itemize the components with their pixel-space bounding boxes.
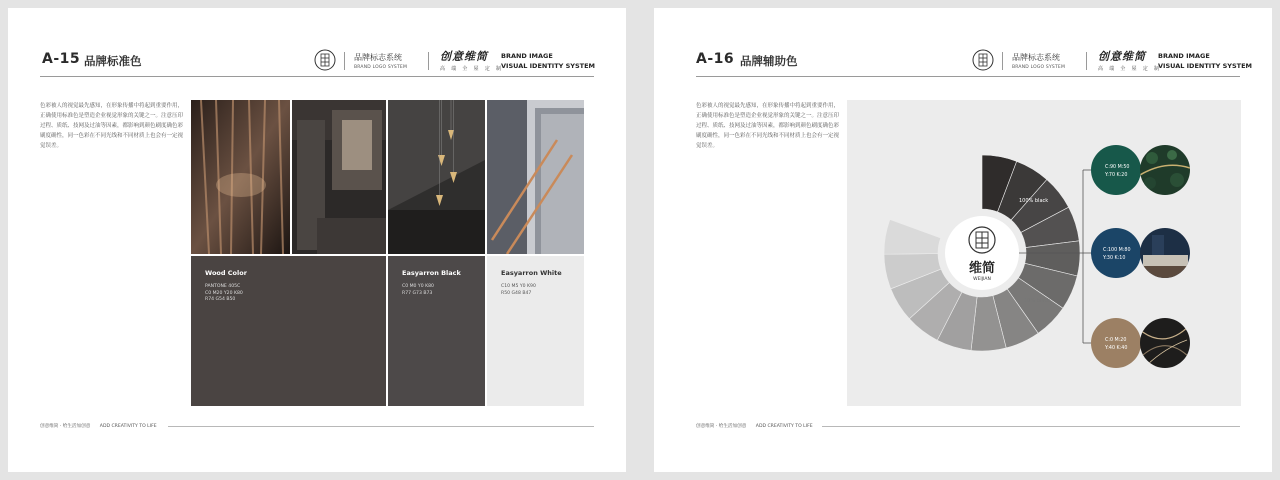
footer-en: ADD CREATIVITY TO LIFE xyxy=(755,424,813,429)
system-cn: 品牌标志系统 xyxy=(1012,53,1060,62)
system-cn: 品牌标志系统 xyxy=(354,53,402,62)
photo-grey-door-handle xyxy=(487,100,584,254)
footer-rule xyxy=(168,426,594,427)
swatch-value: C10 M5 Y0 K90 xyxy=(501,284,536,289)
header-separator xyxy=(344,52,345,70)
brand-system-label xyxy=(354,52,407,70)
color-value: Y:70 K:20 xyxy=(1105,172,1128,178)
color-value: Y:40 K:40 xyxy=(1105,345,1128,351)
swatch-value: C0 M0 Y0 K80 xyxy=(402,284,434,289)
page-title: 品牌辅助色 xyxy=(740,54,798,68)
swatch-name: Easyarron Black xyxy=(402,269,461,277)
brand-seal-logo-icon xyxy=(972,49,994,71)
page-a16 xyxy=(654,8,1272,472)
wordmark-text: 创意维简 xyxy=(440,50,488,63)
footer-en: ADD CREATIVITY TO LIFE xyxy=(99,424,157,429)
brand-image-label xyxy=(1158,52,1252,71)
header-separator xyxy=(428,52,429,70)
swatch-values xyxy=(205,284,243,304)
wordmark-text: 创意维简 xyxy=(1098,50,1146,63)
brand-wordmark xyxy=(1098,48,1161,72)
swatch-wood-color xyxy=(191,256,386,406)
swatch-values xyxy=(501,284,536,297)
header-rule xyxy=(40,76,594,77)
photo-dark-interior xyxy=(292,100,386,254)
brand-system-label xyxy=(1012,52,1065,70)
grayscale-wheel xyxy=(847,100,1241,406)
header-separator xyxy=(1002,52,1003,70)
footer-cn: 创意维简 · 给生活加创意 xyxy=(40,424,91,429)
wordmark-subtitle: 高 端 全 屋 定 制 xyxy=(440,66,504,72)
swatch-value: R74 G54 B50 xyxy=(205,297,236,302)
brand-line-1: BRAND IMAGE xyxy=(1158,52,1210,60)
wordmark-subtitle: 高 端 全 屋 定 制 xyxy=(1098,66,1162,72)
photo-pendant-lights xyxy=(388,100,485,254)
header-rule xyxy=(696,76,1240,77)
system-en: BRAND LOGO SYSTEM xyxy=(1012,65,1066,70)
swatch-value: C0 M20 Y20 K80 xyxy=(205,290,243,296)
page-title: 品牌标准色 xyxy=(84,54,142,68)
system-en: BRAND LOGO SYSTEM xyxy=(354,65,408,70)
swatch-easyarron-black xyxy=(388,256,485,406)
label-10-black: 10% black xyxy=(1024,298,1050,304)
center-wordmark-en: WEIJIAN xyxy=(973,277,991,282)
color-values-tan xyxy=(1105,337,1127,352)
swatch-values xyxy=(402,284,434,297)
page-a15 xyxy=(8,8,626,472)
description-text: 色彩被人的视觉最先感知，在形象传播中将起到重要作用，正确使用标准色是塑造企业视觉形象的关键之一。注意压印过程、质纸、技网及过油等因素，都影响到颜色刷度确色彩刷度确性，同一色彩在不同光线和不同材质上也会有一定视觉误差。 xyxy=(696,103,840,149)
brand-line-2: VISUAL IDENTITY SYSTEM xyxy=(501,61,596,70)
footer-cn: 创意维简 · 给生活加创意 xyxy=(696,424,747,429)
color-value: Y:30 K:10 xyxy=(1103,255,1126,261)
page-number: A-15 xyxy=(42,51,81,67)
footer xyxy=(696,423,821,429)
color-values-green xyxy=(1105,164,1129,179)
color-value: C:100 M:80 xyxy=(1103,248,1131,253)
description-text: 色彩被人的视觉最先感知，在形象传播中将起到重要作用，正确使用标准色是塑造企业视觉形象的关键之一。注意压印过程、质纸、技网及过油等因素，都影响到颜色刷度确色彩刷度确性，同一色彩在不同光线和不同材质上也会有一定视觉误差。 xyxy=(40,103,184,149)
photo-bedroom xyxy=(1140,228,1190,278)
brand-line-2: VISUAL IDENTITY SYSTEM xyxy=(1158,61,1253,70)
swatch-value: PANTONE 405C xyxy=(205,284,241,289)
swatch-value: R50 G48 B47 xyxy=(501,290,532,296)
header-separator xyxy=(1086,52,1087,70)
brand-image-label xyxy=(501,52,595,71)
footer-rule xyxy=(822,426,1240,427)
color-value: C:0 M:20 xyxy=(1105,338,1127,343)
photo-marble-texture xyxy=(1140,318,1190,368)
label-100-black: 100% black xyxy=(1019,198,1049,204)
photo-wood-light-fixture xyxy=(191,100,290,254)
color-values-blue xyxy=(1103,247,1131,262)
photo-forest-aerial xyxy=(1140,145,1190,195)
swatch-value: R77 G73 B73 xyxy=(402,290,433,296)
brand-seal-logo-icon xyxy=(314,49,336,71)
footer xyxy=(40,423,165,429)
wheel-segment xyxy=(884,219,941,254)
swatch-easyarron-white xyxy=(487,256,584,406)
page-number: A-16 xyxy=(696,51,735,67)
color-value: C:90 M:50 xyxy=(1105,165,1130,170)
brand-line-1: BRAND IMAGE xyxy=(501,52,553,60)
center-wordmark: 维简 xyxy=(968,261,996,276)
brand-wordmark xyxy=(440,48,503,72)
color-wheel-panel xyxy=(847,100,1241,406)
swatch-name: Easyarron White xyxy=(501,269,562,277)
swatch-name: Wood Color xyxy=(205,269,247,277)
